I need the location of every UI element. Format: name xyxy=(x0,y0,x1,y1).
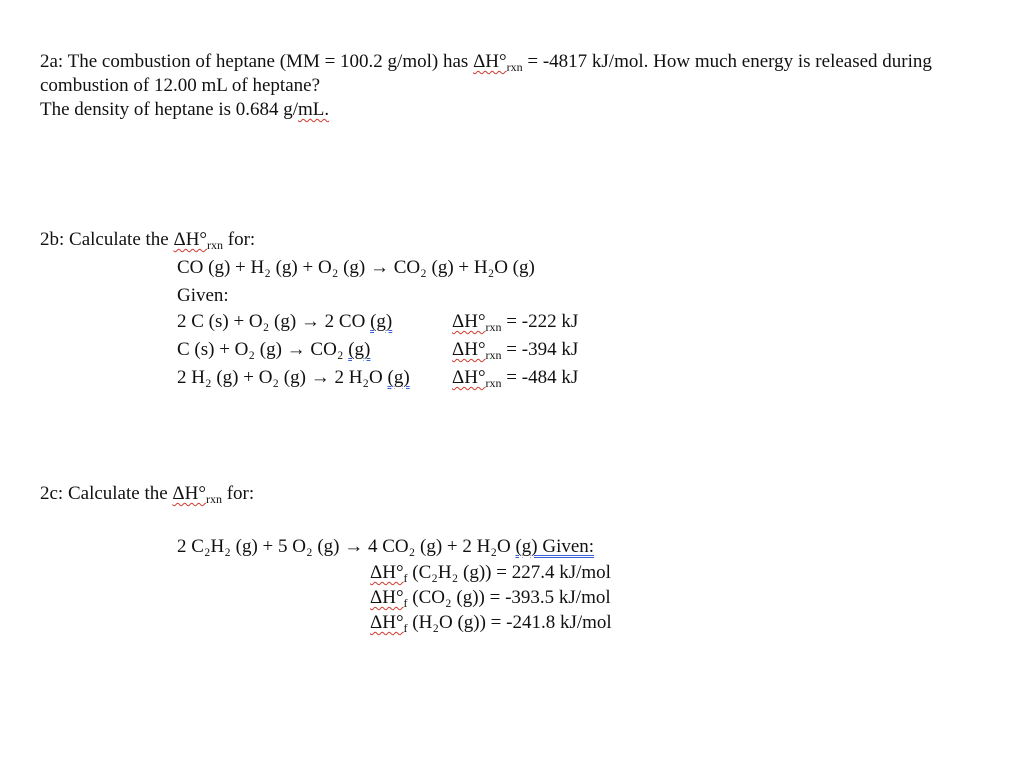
q2c-formation-3 xyxy=(370,611,612,635)
q2c-given-label: Given: xyxy=(537,536,595,557)
rxn-subscript: rxn xyxy=(485,376,502,390)
delta-h-rxn xyxy=(452,367,502,388)
equation-text: 2 C (s) + O₂ (g) → 2 CO xyxy=(177,311,371,332)
q2a-text-cont: = -4817 kJ/mol. How much energy is released during xyxy=(522,51,932,72)
formation-value: (C₂H₂ (g)) = 227.4 kJ/mol xyxy=(407,562,611,583)
f-subscript: f xyxy=(403,596,408,610)
q2c-formation-2 xyxy=(370,586,611,610)
q2a-line-3 xyxy=(40,98,329,122)
equation-text: 2 C₂H₂ (g) + 5 O₂ (g) → 4 CO₂ (g) + 2 H₂O xyxy=(177,536,516,557)
equation-text: 2 H₂ (g) + O₂ (g) → 2 H₂O xyxy=(177,367,388,388)
enthalpy-value: = -222 kJ xyxy=(501,311,579,332)
q2b-given-label: Given: xyxy=(177,285,229,306)
q2b-target-reaction: CO (g) + H₂ (g) + O₂ (g) → CO₂ (g) + H₂O (g) xyxy=(177,257,535,278)
phase-label: (g) xyxy=(370,311,393,332)
delta-h-rxn xyxy=(173,229,223,250)
delta-h-rxn xyxy=(473,51,523,72)
q2a-density-text: The density of heptane is 0.684 g/ xyxy=(40,99,299,120)
delta-h-symbol: ΔH° xyxy=(452,311,486,332)
formation-value: (H₂O (g)) = -241.8 kJ/mol xyxy=(407,612,612,633)
f-subscript: f xyxy=(403,621,408,635)
q2c-target-reaction xyxy=(177,535,594,559)
delta-h-rxn xyxy=(172,483,222,504)
q2b-title-text: 2b: Calculate the xyxy=(40,229,174,250)
phase-label: (g) xyxy=(515,536,538,557)
q2c-title-suffix: for: xyxy=(221,483,255,504)
delta-h-symbol: ΔH° xyxy=(172,483,206,504)
enthalpy-value: = -394 kJ xyxy=(501,339,579,360)
q2c-formation-1 xyxy=(370,561,611,585)
enthalpy-value: = -484 kJ xyxy=(501,367,579,388)
rxn-subscript: rxn xyxy=(205,492,222,506)
delta-h-symbol: ΔH° xyxy=(370,587,404,608)
q2b-given-dh-1 xyxy=(452,310,578,334)
density-unit: mL. xyxy=(298,99,330,120)
q2a-line-2: combustion of 12.00 mL of heptane? xyxy=(40,75,321,96)
delta-h-symbol: ΔH° xyxy=(370,612,404,633)
q2b-title xyxy=(40,228,255,252)
f-subscript: f xyxy=(403,571,408,585)
phase-label: (g) xyxy=(387,367,410,388)
q2b-title-suffix: for: xyxy=(223,229,256,250)
delta-h-symbol: ΔH° xyxy=(473,51,507,72)
delta-h-symbol: ΔH° xyxy=(452,339,486,360)
q2a-line-1 xyxy=(40,50,932,74)
q2b-given-eq-1 xyxy=(177,310,392,334)
delta-hf xyxy=(370,612,408,633)
equation-text: C (s) + O₂ (g) → CO₂ xyxy=(177,339,349,360)
delta-h-symbol: ΔH° xyxy=(370,562,404,583)
delta-h-rxn xyxy=(452,339,502,360)
q2a-text: 2a: The combustion of heptane (MM = 100.2 g/mol) has xyxy=(40,51,474,72)
q2b-given-eq-2 xyxy=(177,338,370,362)
phase-label: (g) xyxy=(348,339,371,360)
rxn-subscript: rxn xyxy=(485,320,502,334)
rxn-subscript: rxn xyxy=(485,348,502,362)
rxn-subscript: rxn xyxy=(207,238,224,252)
delta-h-symbol: ΔH° xyxy=(452,367,486,388)
delta-h-rxn xyxy=(452,311,502,332)
q2c-title xyxy=(40,482,254,506)
formation-value: (CO₂ (g)) = -393.5 kJ/mol xyxy=(407,587,611,608)
rxn-subscript: rxn xyxy=(506,60,523,74)
delta-hf xyxy=(370,562,408,583)
delta-h-symbol: ΔH° xyxy=(173,229,208,250)
q2b-given-eq-3 xyxy=(177,366,410,390)
q2b-given-dh-3 xyxy=(452,366,578,390)
q2c-title-text: 2c: Calculate the xyxy=(40,483,173,504)
q2b-given-dh-2 xyxy=(452,338,578,362)
delta-hf xyxy=(370,587,408,608)
